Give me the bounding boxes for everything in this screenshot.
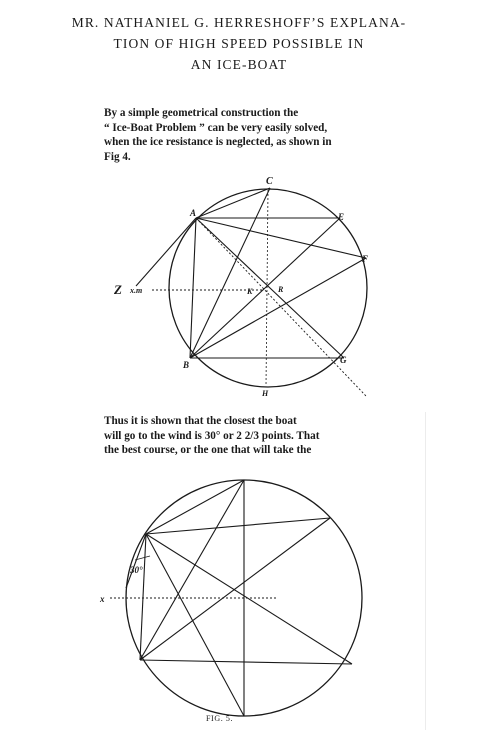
fig4-label-g: G — [340, 355, 347, 365]
fig5-line-7 — [140, 480, 244, 660]
fig5-line-3 — [146, 534, 352, 664]
fig5-line-2 — [146, 518, 330, 534]
fig4-label-h: H — [262, 389, 269, 398]
conclusion-line-3: the best course, or the one that will take the — [104, 444, 312, 456]
fig5-line-1 — [146, 480, 244, 534]
fig5-line-5 — [140, 534, 146, 660]
fig4-label-b: B — [183, 360, 190, 370]
fig5-label-x: x — [100, 594, 105, 604]
fig4-label-e: E — [338, 212, 345, 222]
fig4-label-z: Z — [114, 282, 122, 297]
fig5-tangent-line — [126, 534, 146, 588]
heading-line-1: MR. NATHANIEL G. HERRESHOFF’S EXPLANA- — [71, 15, 407, 30]
figure-5-caption: FIG. 5. — [206, 714, 234, 723]
fig5-label-angle: 30° — [130, 565, 143, 575]
fig4-label-k: K — [247, 287, 253, 296]
page-edge-rule — [425, 412, 426, 730]
fig4-label-f: F — [362, 254, 369, 264]
fig4-label-a: A — [190, 208, 197, 218]
fig5-line-6 — [140, 518, 330, 660]
intro-line-3: when the ice resistance is neglected, as shown in — [104, 136, 332, 148]
intro-line-4: Fig 4. — [104, 150, 131, 163]
conclusion-line-1: Thus it is shown that the closest the boat — [104, 415, 297, 427]
intro-line-1: By a simple geometrical construction the — [104, 107, 299, 119]
fig5-line-8 — [140, 660, 352, 664]
fig4-label-xm: x.m — [130, 286, 143, 295]
heading-line-3: AN ICE-BOAT — [190, 57, 288, 72]
heading-line-2: TION OF HIGH SPEED POSSIBLE IN — [113, 36, 365, 51]
fig4-label-r: R — [278, 285, 284, 294]
fig4-label-c: C — [266, 176, 273, 187]
conclusion-line-2: will go to the wind is 30° or 2 2/3 points. That — [104, 429, 320, 442]
intro-line-2: “ Ice-Boat Problem ” can be very easily solved, — [104, 121, 328, 134]
